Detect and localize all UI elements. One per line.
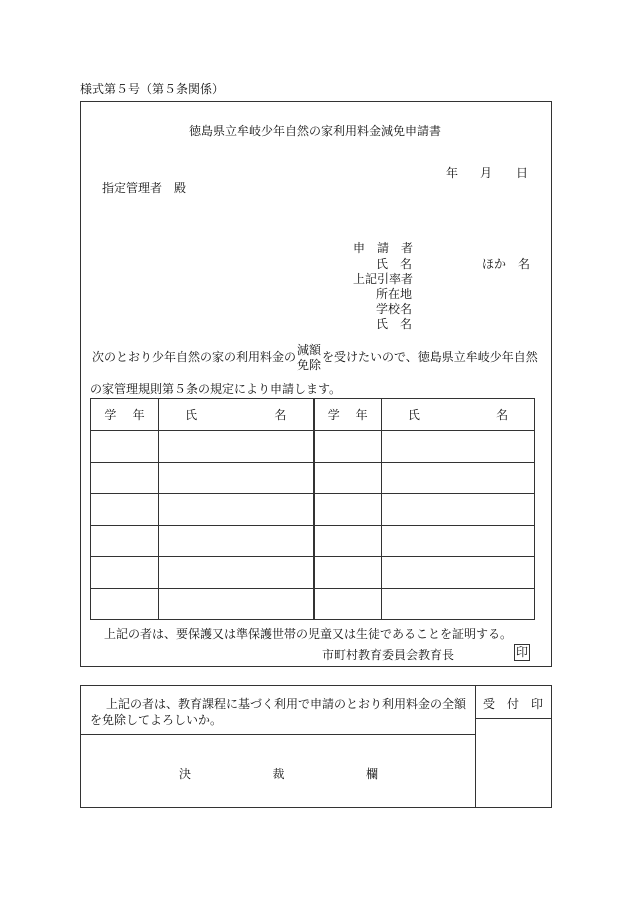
header-name: 氏 名: [159, 399, 314, 431]
approval-text-line2: を免除してよろしいか。: [90, 713, 223, 727]
certifier: 市町村教育委員会教育長: [322, 648, 455, 662]
reduction-exemption-choice: [297, 343, 321, 373]
page-title: 徳島県立牟岐少年自然の家利用料金減免申請書: [188, 124, 441, 138]
option-reduction: 減額: [297, 342, 322, 357]
grade-cell[interactable]: [91, 588, 159, 620]
applicant-heading: 申 請 者: [353, 241, 414, 255]
name-cell[interactable]: [159, 588, 314, 620]
school-label: 学校名: [376, 302, 413, 316]
option-exemption: 免除: [297, 357, 322, 372]
table-row: [91, 462, 535, 494]
date-month-label: 月: [480, 166, 493, 180]
decision-column-heading: 決 裁 欄: [179, 767, 378, 781]
grade-cell[interactable]: [91, 557, 159, 589]
grade-cell[interactable]: [91, 431, 159, 463]
name-cell[interactable]: [382, 462, 535, 494]
applicant-others-label: ほか 名: [482, 257, 531, 271]
name-cell[interactable]: [382, 431, 535, 463]
request-suffix: を受けたいので、徳島県立牟岐少年自然: [322, 350, 538, 364]
table-row: [91, 431, 535, 463]
participant-table: [90, 398, 535, 620]
name-cell[interactable]: [382, 494, 535, 526]
request-line1: [92, 342, 538, 373]
table-row: [91, 494, 535, 526]
addressee: 指定管理者 殿: [102, 181, 187, 195]
name-cell[interactable]: [159, 431, 314, 463]
date-day-label: 日: [516, 166, 529, 180]
request-line2: の家管理規則第５条の規定により申請します。: [90, 382, 342, 396]
grade-cell[interactable]: [314, 462, 382, 494]
grade-cell[interactable]: [91, 525, 159, 557]
name-cell[interactable]: [382, 525, 535, 557]
grade-cell[interactable]: [91, 494, 159, 526]
form-number: 様式第５号（第５条関係）: [80, 82, 225, 96]
grade-cell[interactable]: [314, 431, 382, 463]
decision-divider: [80, 734, 475, 735]
header-grade: 学 年: [314, 399, 382, 431]
request-prefix: 次のとおり少年自然の家の利用料金の: [92, 350, 297, 364]
grade-cell[interactable]: [314, 525, 382, 557]
date-year-label: 年: [446, 166, 459, 180]
applicant-name-label: 氏 名: [376, 257, 413, 271]
header-name: 氏 名: [382, 399, 535, 431]
table-row: [91, 525, 535, 557]
receipt-divider: [475, 685, 476, 808]
name-cell[interactable]: [159, 494, 314, 526]
leader-heading: 上記引率者: [353, 272, 414, 286]
seal-mark: 印: [516, 645, 529, 659]
name-cell[interactable]: [382, 588, 535, 620]
grade-cell[interactable]: [91, 462, 159, 494]
certification-text: 上記の者は、要保護又は準保護世帯の児童又は生徒であることを証明する。: [104, 627, 513, 641]
name-cell[interactable]: [159, 557, 314, 589]
address-label: 所在地: [376, 287, 413, 301]
header-grade: 学 年: [91, 399, 159, 431]
receipt-header-divider: [475, 718, 552, 719]
receipt-seal-heading: 受 付 印: [483, 697, 543, 711]
name-cell[interactable]: [382, 557, 535, 589]
leader-name-label: 氏 名: [376, 317, 413, 331]
table-row: [91, 588, 535, 620]
name-cell[interactable]: [159, 462, 314, 494]
table-row: [91, 557, 535, 589]
grade-cell[interactable]: [314, 557, 382, 589]
grade-cell[interactable]: [314, 494, 382, 526]
grade-cell[interactable]: [314, 588, 382, 620]
table-header-row: [91, 399, 535, 431]
name-cell[interactable]: [159, 525, 314, 557]
approval-text-line1: 上記の者は、教育課程に基づく利用で申請のとおり利用料金の全額: [106, 697, 467, 711]
